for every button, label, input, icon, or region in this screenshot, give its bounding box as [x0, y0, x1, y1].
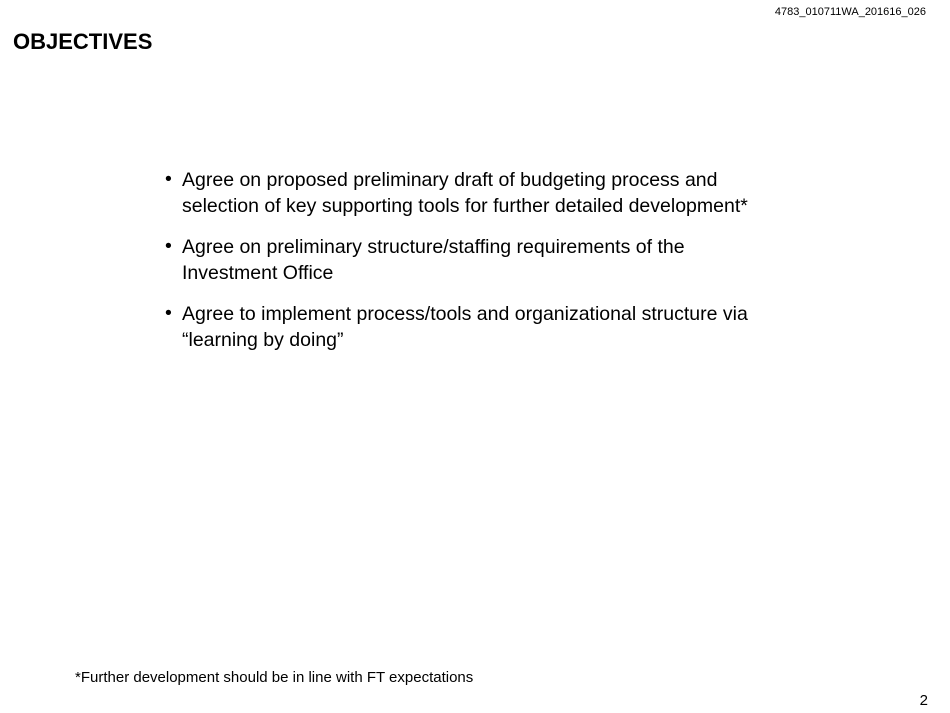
- objectives-list: [163, 167, 753, 368]
- list-item: [163, 234, 753, 286]
- document-id: 4783_010711WA_201616_026: [774, 6, 926, 18]
- bullet-icon: •: [165, 302, 172, 324]
- page-number: 2: [919, 692, 928, 709]
- objective-text: Agree to implement process/tools and organizational structure via “learning by doing”: [182, 303, 748, 351]
- objective-text: Agree on proposed preliminary draft of budgeting process and selection of key supporting tools for further detailed development*: [182, 169, 748, 217]
- bullet-icon: •: [165, 168, 172, 190]
- list-item: [163, 301, 753, 353]
- page-title: OBJECTIVES: [13, 29, 153, 54]
- bullet-icon: •: [165, 235, 172, 257]
- objective-text: Agree on preliminary structure/staffing requirements of the Investment Office: [182, 236, 685, 284]
- list-item: [163, 167, 753, 219]
- footnote: *Further development should be in line with FT expectations: [75, 669, 474, 686]
